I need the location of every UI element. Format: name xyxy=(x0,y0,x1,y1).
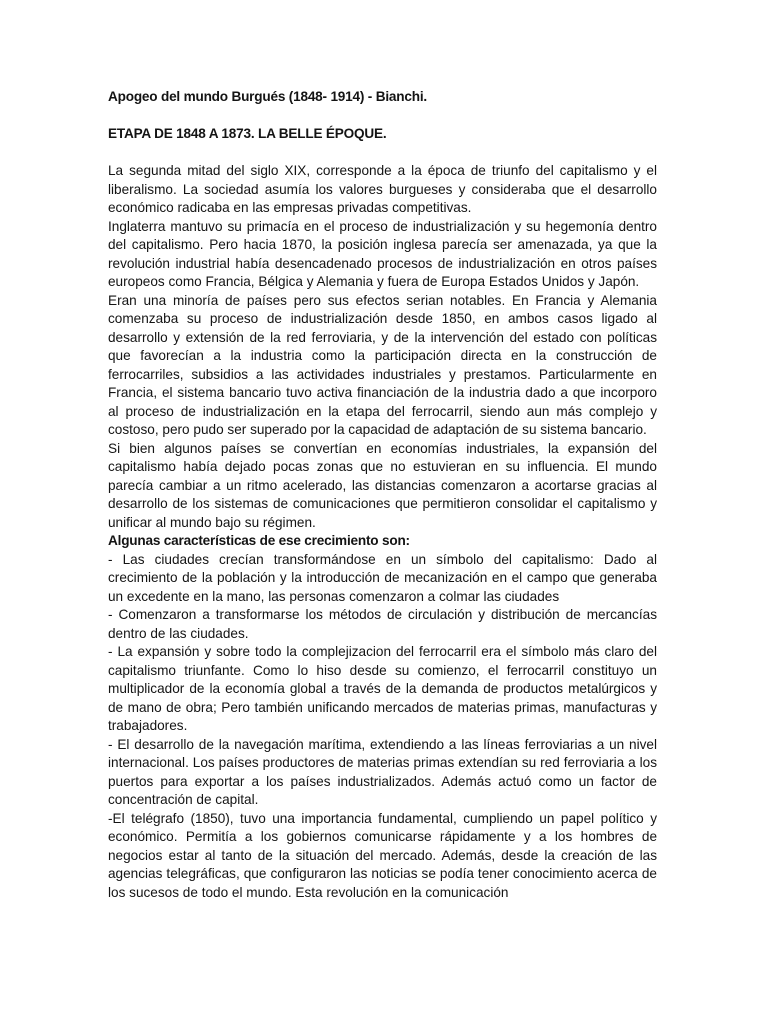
document-page xyxy=(108,88,657,902)
paragraph: Inglaterra mantuvo su primacía en el proceso de industrialización y su hegemonía dentro del capitalismo. Pero hacia 1870, la posición inglesa parecía ser amenazada, ya que la revolución industrial había desencadenado procesos de industrialización en otros países europeos como Francia, Bélgica y Alemania y fuera de Europa Estados Unidos y Japón. xyxy=(108,218,657,289)
document-title: Apogeo del mundo Burgués (1848- 1914) - Bianchi. xyxy=(108,89,427,104)
characteristics-heading: Algunas características de ese crecimiento son: xyxy=(108,533,410,548)
list-item: - La expansión y sobre todo la complejizacion del ferrocarril era el símbolo más claro del capitalismo triunfante. Como lo hiso desde su comienzo, el ferrocarril constituyo un multiplicador de la economía global a través de la demanda de productos metalúrgicos y de mano de obra; Pero también unificando mercados de materias primas, manufacturas y trabajadores. xyxy=(108,644,657,733)
paragraph: Si bien algunos países se convertían en economías industriales, la expansión del capitalismo había dejado pocas zonas que no estuvieran en su influencia. El mundo parecía cambiar a un ritmo acelerado, las distancias comenzaron a acortarse gracias al desarrollo de los sistemas de comunicaciones que permitieron consolidar el capitalismo y unificar al mundo bajo su régimen. xyxy=(108,440,657,530)
list-item: - Las ciudades crecían transformándose en un símbolo del capitalismo: Dado al crecimiento de la población y la introducción de mecanización en el campo que generaba un excedente en la mano, las personas comenzaron a colmar las ciudades xyxy=(108,551,657,604)
paragraph: La segunda mitad del siglo XIX, corresponde a la época de triunfo del capitalismo y el liberalismo. La sociedad asumía los valores burgueses y consideraba que el desarrollo económico radicaba en las empresas privadas competitivas. xyxy=(108,163,657,215)
paragraph-text: Eran una minoría de países pero sus efectos serian notables. En Francia y Alemania xyxy=(108,292,657,308)
list-item: -El telégrafo (1850), tuvo una importancia fundamental, cumpliendo un papel político y económico. Permitía a los gobiernos comunicarse rápidamente y a los hombres de negocios estar al tanto de la situación del mercado. Además, desde la creación de las agencias telegráficas, que configuraron las noticias se podía tener conocimiento acerca de los sucesos de todo el mundo. Esta revolución en la comunicación xyxy=(108,810,657,900)
list-item: - Comenzaron a transformarse los métodos de circulación y distribución de mercancías dentro de las ciudades. xyxy=(108,607,657,641)
stage-heading: ETAPA DE 1848 A 1873. LA BELLE ÉPOQUE. xyxy=(108,126,387,141)
paragraph xyxy=(108,292,657,440)
paragraph-text: comenzaba su proceso de industrialización desde 1850, en ambos casos ligado al desarrollo y extensión de la red ferroviaria, y de la intervención del estado con políticas que favorecían a la industria como la participación directa en la construcción de ferrocarriles, subsidios a las actividades industriales y prestamos. Particularmente en Francia, el sistema bancario tuvo activa financiación de la industria dado a que incorporo al proceso de industrialización en la etapa del ferrocarril, siendo aun más complejo y costoso, pero pudo ser superado por la capacidad de adaptación de su sistema bancario. xyxy=(108,311,657,437)
list-item: - El desarrollo de la navegación marítima, extendiendo a las líneas ferroviarias a un nivel internacional. Los países productores de materias primas extendían su red ferroviaria a los puertos para exportar a los países industrializados. Además actuó como un factor de concentración de capital. xyxy=(108,736,657,807)
